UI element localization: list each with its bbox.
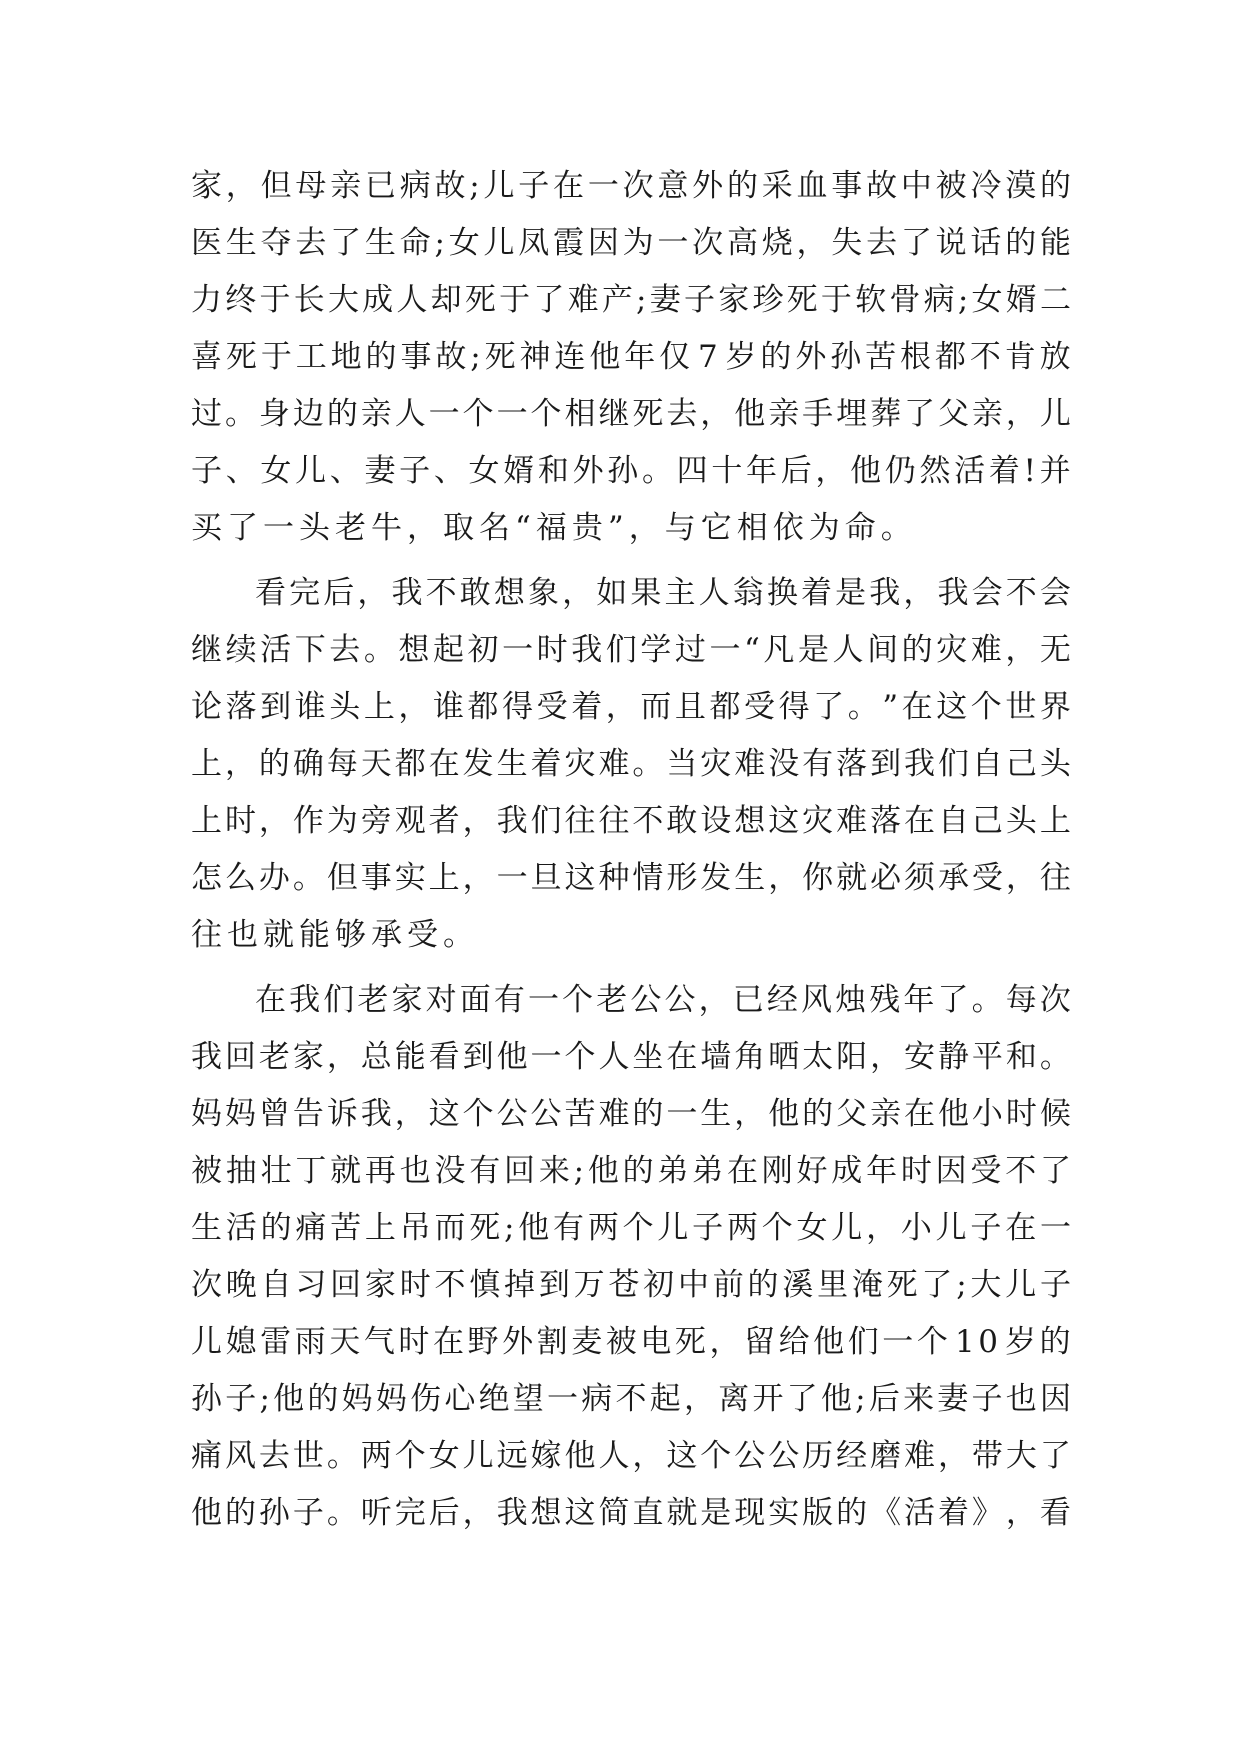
text-line: 看 完 后 ， 我 不 敢 想 象 ， 如 果 主 人 翁 换 着 是 我 ， 我 会 不 会 <box>255 575 1071 611</box>
text-line: 往也就能够承受。 <box>191 917 479 953</box>
paragraph <box>191 972 1071 1542</box>
text-line: 力 终 于 长 大 成 人 却 死 于 了 难 产 ; 妻 子 家 珍 死 于 软 骨 病 ; 女 婿 二 <box>191 282 1071 318</box>
text-line: 在 我 们 老 家 对 面 有 一 个 老 公 公 ， 已 经 风 烛 残 年 了 。 每 次 <box>255 982 1071 1018</box>
text-line: 论 落 到 谁 头 上 ， 谁 都 得 受 着 ， 而 且 都 受 得 了 。 ” 在 这 个 世 界 <box>191 689 1071 725</box>
text-line: 我 回 老 家 ， 总 能 看 到 他 一 个 人 坐 在 墙 角 晒 太 阳 ， 安 静 平 和 。 <box>191 1039 1071 1075</box>
text-line: 喜 死 于 工 地 的 事 故 ; 死 神 连 他 年 仅 7 岁 的 外 孙 苦 根 都 不 肯 放 <box>191 339 1071 375</box>
paragraph <box>191 565 1071 964</box>
text-line: 痛 风 去 世 。 两 个 女 儿 远 嫁 他 人 ， 这 个 公 公 历 经 磨 难 ， 带 大 了 <box>191 1438 1071 1474</box>
text-line: 儿 媳 雷 雨 天 气 时 在 野 外 割 麦 被 电 死 ， 留 给 他 们 一 个 1 0 岁 的 <box>191 1324 1071 1360</box>
text-line: 继 续 活 下 去 。 想 起 初 一 时 我 们 学 过 一 “ 凡 是 人 间 的 灾 难 ， 无 <box>191 632 1071 668</box>
text-line: 孙 子 ; 他 的 妈 妈 伤 心 绝 望 一 病 不 起 ， 离 开 了 他 ; 后 来 妻 子 也 因 <box>191 1381 1071 1417</box>
body-text <box>191 158 1071 1542</box>
text-line: 上 ， 的 确 每 天 都 在 发 生 着 灾 难 。 当 灾 难 没 有 落 到 我 们 自 己 头 <box>191 746 1071 782</box>
text-line: 过 。 身 边 的 亲 人 一 个 一 个 相 继 死 去 ， 他 亲 手 埋 葬 了 父 亲 ， 儿 <box>191 396 1071 432</box>
text-line: 妈 妈 曾 告 诉 我 ， 这 个 公 公 苦 难 的 一 生 ， 他 的 父 亲 在 他 小 时 候 <box>191 1096 1071 1132</box>
text-line: 医 生 夺 去 了 生 命 ; 女 儿 凤 霞 因 为 一 次 高 烧 ， 失 去 了 说 话 的 能 <box>191 225 1071 261</box>
text-line: 家 ， 但 母 亲 已 病 故 ; 儿 子 在 一 次 意 外 的 采 血 事 故 中 被 冷 漠 的 <box>191 168 1071 204</box>
text-line: 生 活 的 痛 苦 上 吊 而 死 ; 他 有 两 个 儿 子 两 个 女 儿 ， 小 儿 子 在 一 <box>191 1210 1071 1246</box>
text-line: 买了一头老牛，取名“福贵”，与它相依为命。 <box>191 510 917 546</box>
text-line: 他 的 孙 子 。 听 完 后 ， 我 想 这 简 直 就 是 现 实 版 的 《 活 着 》 ， 看 <box>191 1495 1071 1531</box>
paragraph-gap <box>191 557 1071 565</box>
text-line: 次 晚 自 习 回 家 时 不 慎 掉 到 万 苍 初 中 前 的 溪 里 淹 死 了 ; 大 儿 子 <box>191 1267 1071 1303</box>
text-line: 怎 么 办 。 但 事 实 上 ， 一 旦 这 种 情 形 发 生 ， 你 就 必 须 承 受 ， 往 <box>191 860 1071 896</box>
text-line: 被 抽 壮 丁 就 再 也 没 有 回 来 ; 他 的 弟 弟 在 刚 好 成 年 时 因 受 不 了 <box>191 1153 1071 1189</box>
text-line: 上 时 ， 作 为 旁 观 者 ， 我 们 往 往 不 敢 设 想 这 灾 难 落 在 自 己 头 上 <box>191 803 1071 839</box>
text-line: 子 、 女 儿 、 妻 子 、 女 婿 和 外 孙 。 四 十 年 后 ， 他 仍 然 活 着 ! 并 <box>191 453 1071 489</box>
paragraph <box>191 158 1071 557</box>
paragraph-gap <box>191 964 1071 972</box>
